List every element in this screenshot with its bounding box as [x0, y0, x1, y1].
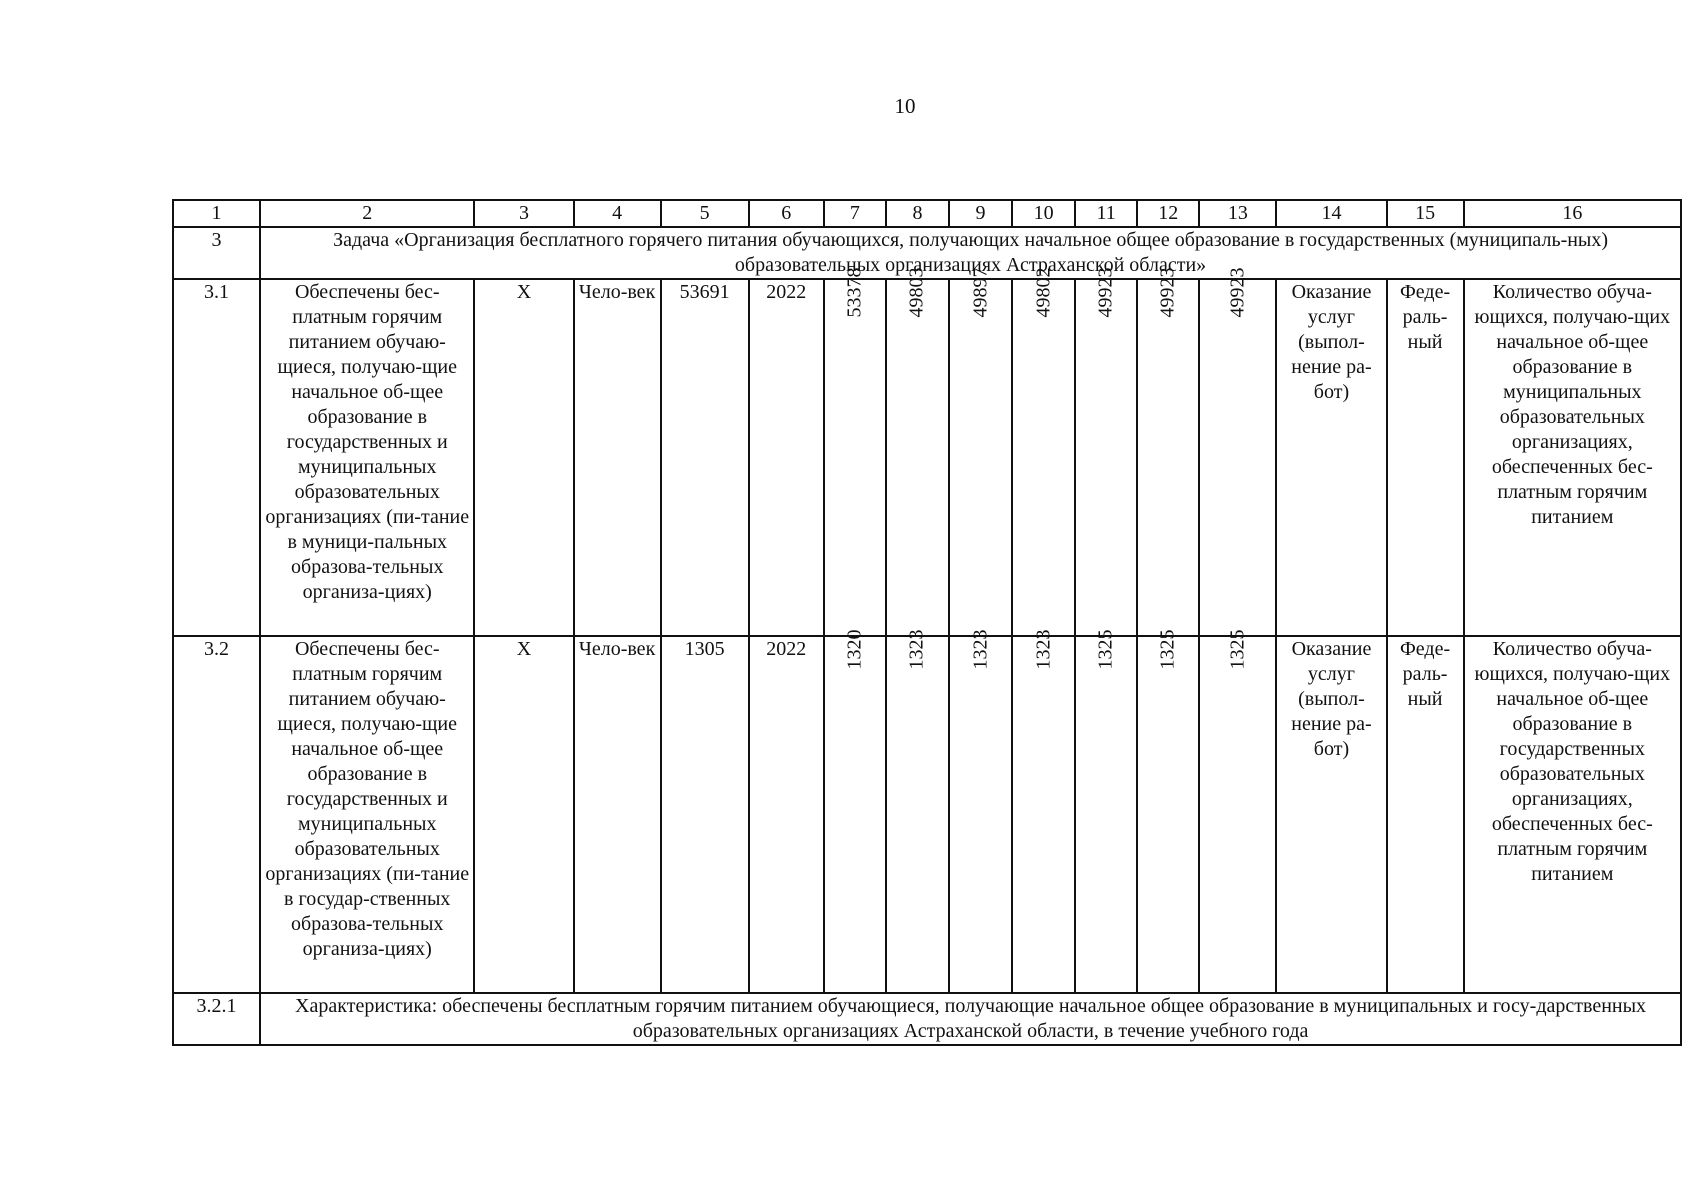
- year-value-cell: [1137, 629, 1199, 993]
- row-number: 3.1: [173, 279, 260, 636]
- year-value: 1323: [905, 629, 928, 670]
- year-value: 1325: [1156, 629, 1179, 670]
- col-header: 14: [1276, 200, 1386, 227]
- year-value-cell: [1199, 267, 1276, 636]
- col-header: 9: [949, 200, 1012, 227]
- year-value-cell: [1012, 267, 1075, 636]
- characteristic-text: Характеристика: обеспечены бесплатным горячим питанием обучающиеся, получающие начальное общее образование в муниципальных и госу-дарственных образовательных организациях Астраханской области, в течение учебного года: [260, 993, 1681, 1045]
- year-value-cell: [1075, 629, 1137, 993]
- year-value-cell: [824, 267, 886, 636]
- col-header: 2: [260, 200, 474, 227]
- year-value-cell: [1137, 267, 1199, 636]
- result-type: Оказание услуг (выпол-нение ра-бот): [1276, 636, 1386, 993]
- year-value-cell: [1199, 629, 1276, 993]
- year-value: 49923: [1226, 267, 1249, 318]
- year-value: 49803: [905, 267, 928, 318]
- result-level: Феде-раль-ный: [1387, 636, 1464, 993]
- year-value: 49897: [969, 267, 992, 318]
- year-value: 49802: [1032, 267, 1055, 318]
- table-row: [173, 279, 1681, 636]
- col3-value: Х: [474, 636, 573, 993]
- table-row: [173, 636, 1681, 993]
- year-value-cell: [1012, 629, 1075, 993]
- base-year: 2022: [749, 279, 824, 636]
- year-value: 1323: [1032, 629, 1055, 670]
- col-header: 15: [1387, 200, 1464, 227]
- result-description: Количество обуча-ющихся, получаю-щих начальное об-щее образование в государственных образовательных организациях, обеспеченных бес-платным горячим питанием: [1464, 636, 1681, 993]
- task-number: 3: [173, 227, 260, 279]
- col3-value: Х: [474, 279, 573, 636]
- year-value: 49923: [1156, 267, 1179, 318]
- year-value: 1323: [969, 629, 992, 670]
- col-header: 3: [474, 200, 573, 227]
- year-value-cell: [949, 267, 1012, 636]
- year-value: 1325: [1094, 629, 1117, 670]
- base-value: 1305: [661, 636, 749, 993]
- col-header: 11: [1075, 200, 1137, 227]
- base-value: 53691: [661, 279, 749, 636]
- unit: Чело-век: [574, 279, 661, 636]
- col-header: 4: [574, 200, 661, 227]
- col-header: 6: [749, 200, 824, 227]
- result-description: Количество обуча-ющихся, получаю-щих начальное об-щее образование в муниципальных образовательных организациях, обеспеченных бес-платным горячим питанием: [1464, 279, 1681, 636]
- year-value: 1320: [843, 629, 866, 670]
- col-header: 1: [173, 200, 260, 227]
- result-type: Оказание услуг (выпол-нение ра-бот): [1276, 279, 1386, 636]
- base-year: 2022: [749, 636, 824, 993]
- year-value-cell: [949, 629, 1012, 993]
- col-header: 8: [886, 200, 949, 227]
- indicators-table: [172, 199, 1682, 1046]
- col-header: 10: [1012, 200, 1075, 227]
- col-header: 13: [1199, 200, 1276, 227]
- result-name: Обеспечены бес-платным горячим питанием обучаю-щиеся, получаю-щие начальное об-щее образование в государственных и муниципальных образовательных организациях (пи-тание в муници-пальных образова-тельных организа-циях): [260, 279, 474, 636]
- year-value: 53378: [843, 267, 866, 318]
- year-value-cell: [886, 267, 949, 636]
- year-value-cell: [824, 629, 886, 993]
- col-header: 7: [824, 200, 886, 227]
- unit: Чело-век: [574, 636, 661, 993]
- col-header: 12: [1137, 200, 1199, 227]
- col-header: 5: [661, 200, 749, 227]
- year-value-cell: [1075, 267, 1137, 636]
- row-number: 3.2: [173, 636, 260, 993]
- result-level: Феде-раль-ный: [1387, 279, 1464, 636]
- year-value-cell: [886, 629, 949, 993]
- result-name: Обеспечены бес-платным горячим питанием обучаю-щиеся, получаю-щие начальное об-щее образование в государственных и муниципальных образовательных организациях (пи-тание в государ-ственных образова-тельных организа-циях): [260, 636, 474, 993]
- col-header: 16: [1464, 200, 1681, 227]
- year-value: 1325: [1226, 629, 1249, 670]
- characteristic-row: [173, 993, 1681, 1045]
- column-number-row: [173, 200, 1681, 227]
- year-value: 49923: [1094, 267, 1117, 318]
- page-number: 10: [894, 94, 916, 118]
- task-text: Задача «Организация бесплатного горячего питания обучающихся, получающих начальное общее образование в государственных (муниципаль-ных) образовательных организациях Астраханской области»: [260, 227, 1681, 279]
- characteristic-number: 3.2.1: [173, 993, 260, 1045]
